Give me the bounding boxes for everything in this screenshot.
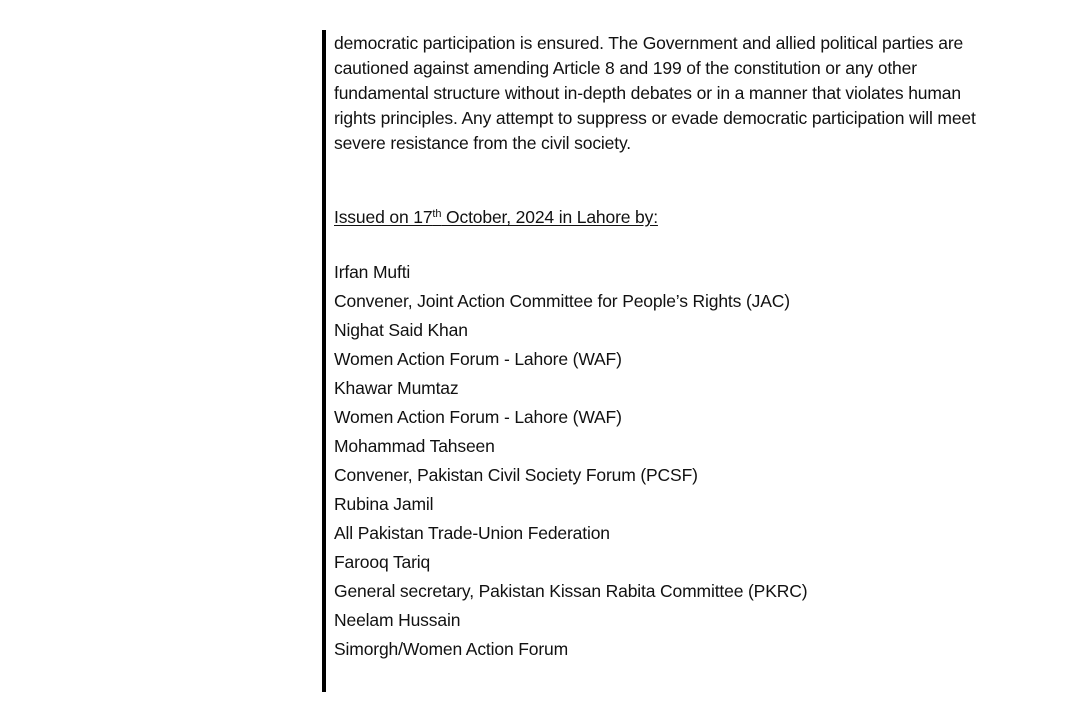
signatory-name: Mohammad Tahseen [334,436,495,456]
paragraph-line: fundamental structure without in-depth debates or in a manner that violates human [334,83,961,103]
signatories-list [334,258,1064,664]
issued-suffix: October, 2024 in Lahore by: [441,207,658,227]
paragraph-line: severe resistance from the civil society. [334,133,631,153]
signatory-name: Irfan Mufti [334,262,411,282]
signatory-affiliation: Convener, Joint Action Committee for People’s Rights (JAC) [334,291,790,311]
paragraph-line: democratic participation is ensured. The Government and allied political parties are [334,33,964,53]
signatory-affiliation: All Pakistan Trade-Union Federation [334,523,610,543]
signatory-name: Nighat Said Khan [334,320,468,340]
paragraph-line: cautioned against amending Article 8 and 199 of the constitution or any other [334,58,917,78]
signatory-name: Rubina Jamil [334,494,434,514]
paragraph-line: rights principles. Any attempt to suppress or evade democratic participation will meet [334,108,976,128]
signatory-name: Khawar Mumtaz [334,378,459,398]
signatory-affiliation: Women Action Forum - Lahore (WAF) [334,407,622,427]
issued-superscript: th [432,208,442,220]
issued-prefix: Issued on 17 [334,207,433,227]
signatory-affiliation: Simorgh/Women Action Forum [334,639,569,659]
statement-paragraph [334,31,1064,156]
signatory-affiliation: General secretary, Pakistan Kissan Rabita Committee (PKRC) [334,581,808,601]
signatory-name: Neelam Hussain [334,610,461,630]
signatory-affiliation: Convener, Pakistan Civil Society Forum (PCSF) [334,465,698,485]
signatory-name: Farooq Tariq [334,552,431,572]
document-body [334,31,1064,680]
signatory-affiliation: Women Action Forum - Lahore (WAF) [334,349,622,369]
left-border-bar [322,30,326,692]
issued-line [334,205,1064,230]
